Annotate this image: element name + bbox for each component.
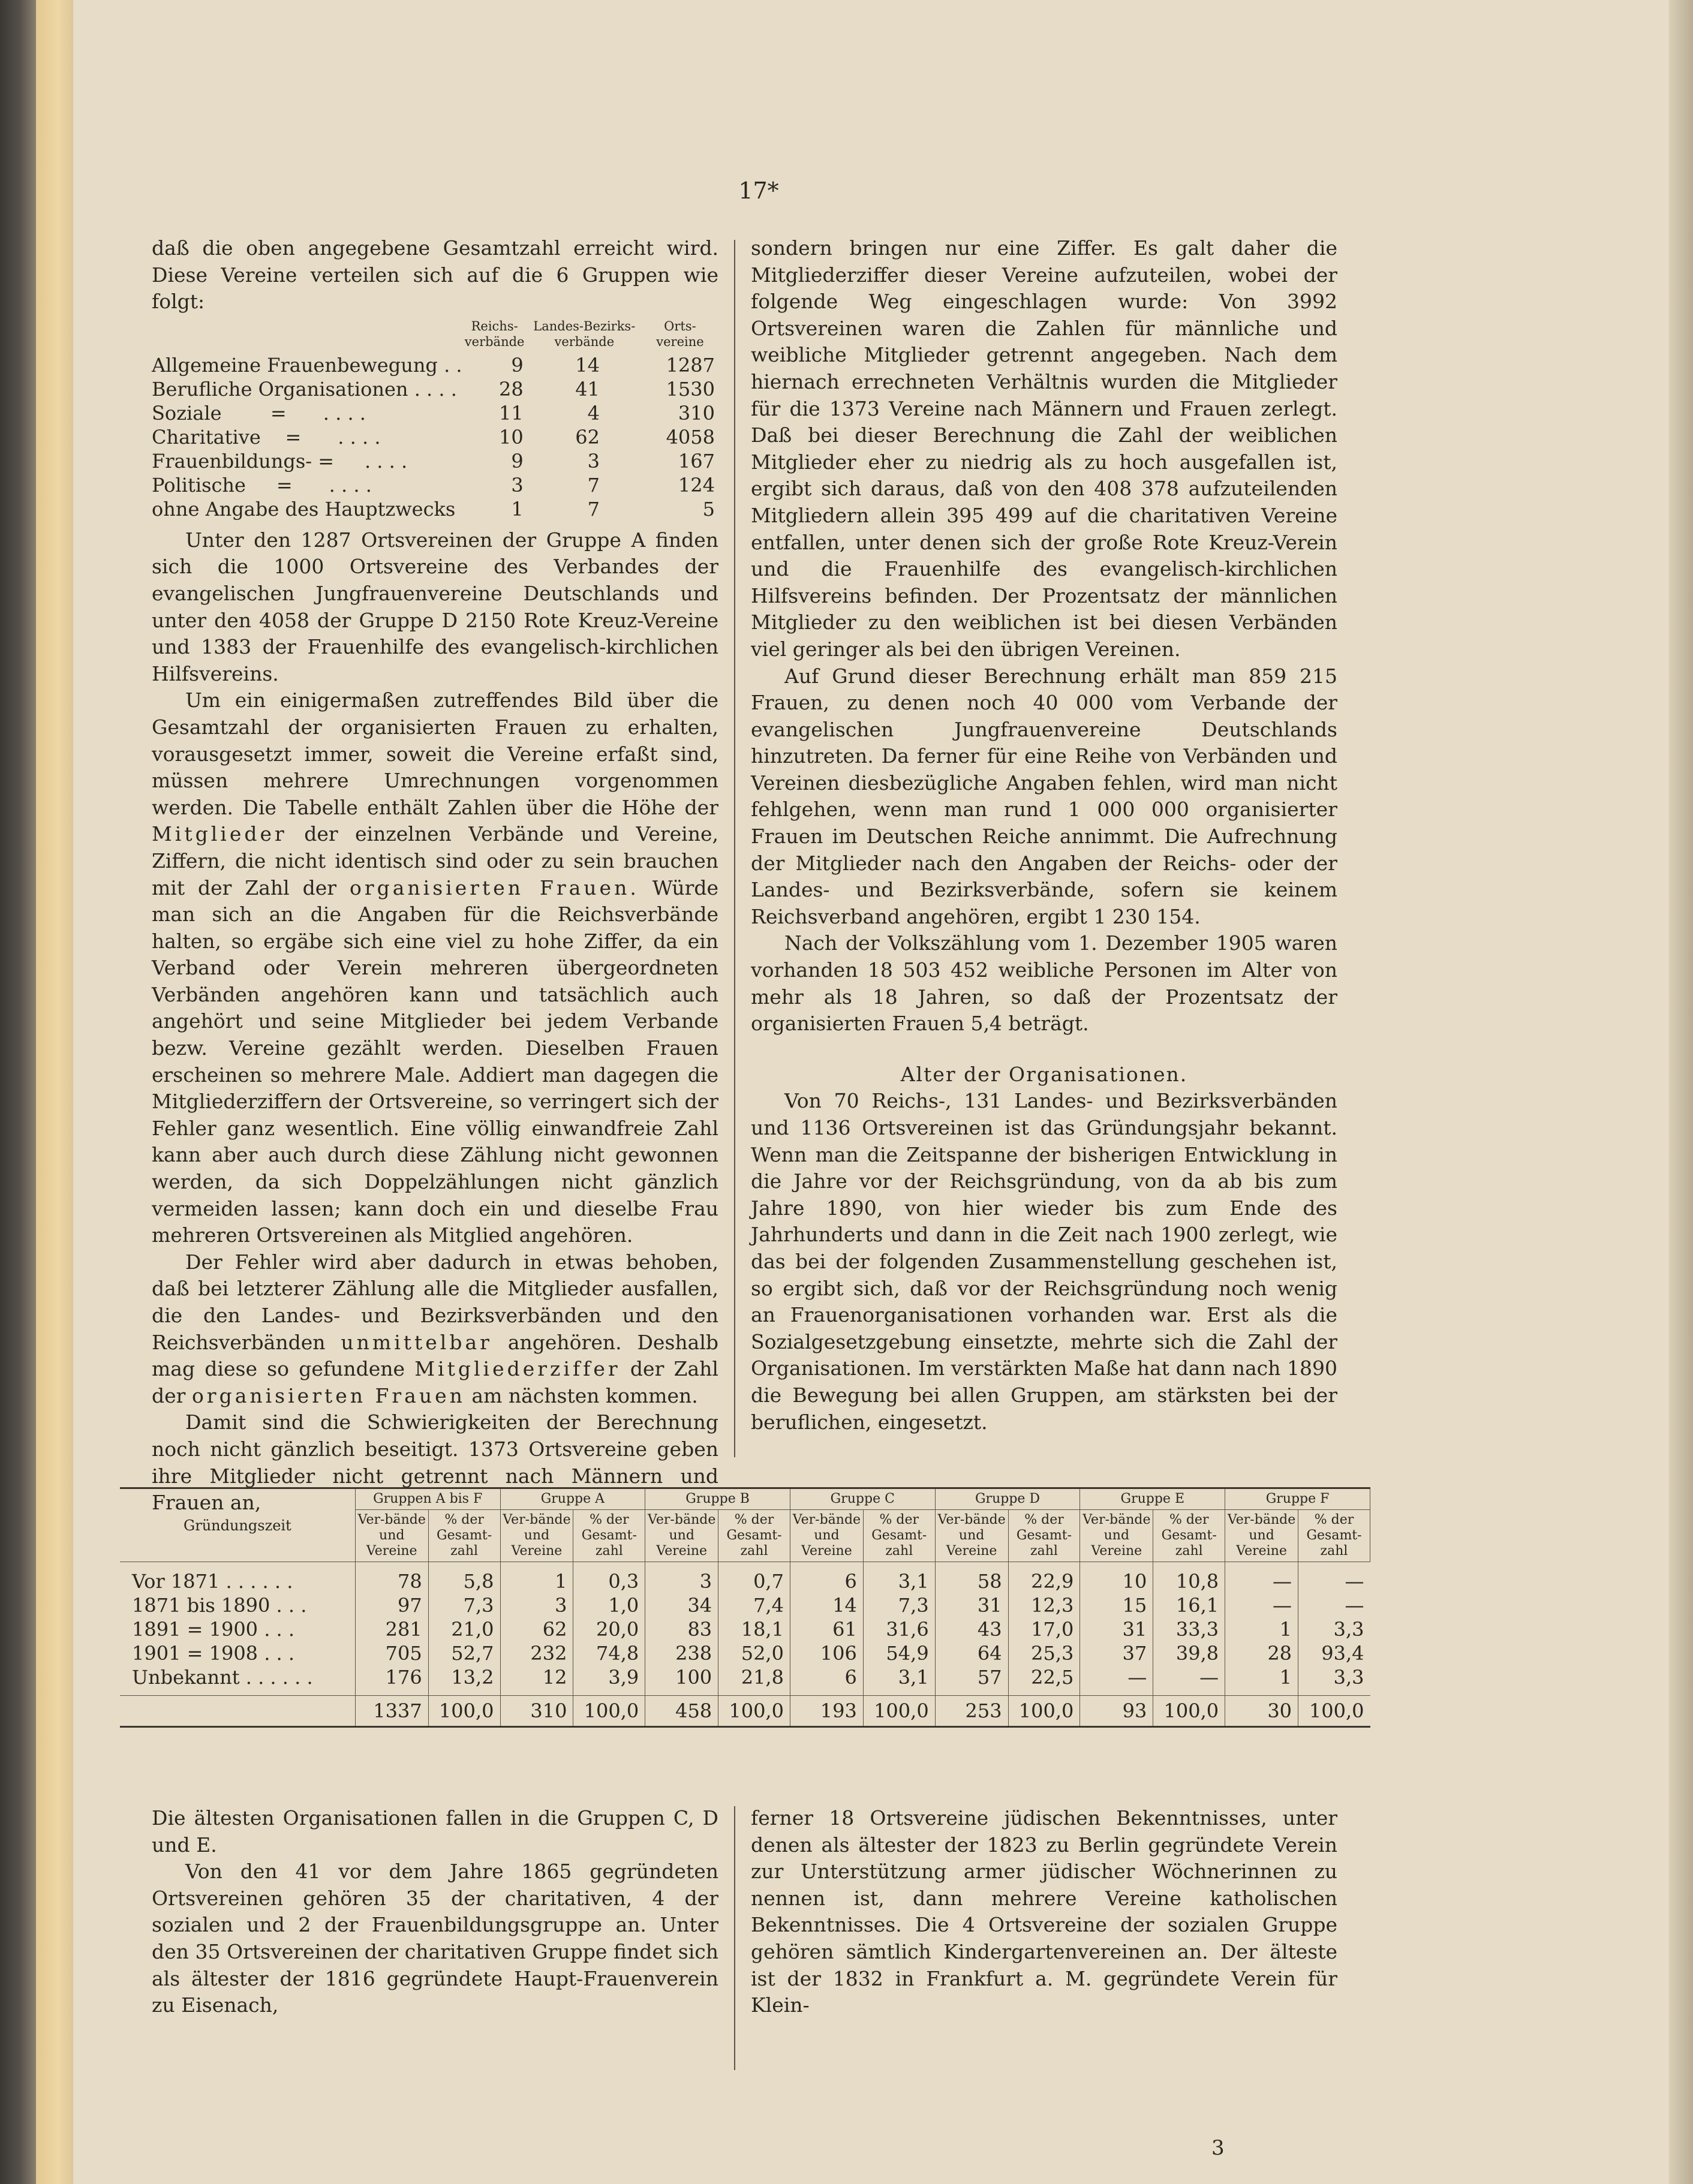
table-cell: 13,2 bbox=[428, 1665, 500, 1696]
total-cell: 100,0 bbox=[428, 1696, 500, 1727]
paragraph-bild-gesamtzahl: Um ein einigermaßen zutreffendes Bild über die Gesamtzahl der organisierten Frauen zu erhalten, vorausgesetzt immer, soweit die Vereine erfaßt sind, müssen mehrere Umrechnungen vorgenommen werden. Die Tabelle enthält Zahlen über die Höhe der Mitglieder der einzelnen Verbände und Vereine, Ziffern, die nicht identisch sind oder zu sein brauchen mit der Zahl der organisierten Frauen. Würde man sich an die Angaben für die Reichsverbände halten, so ergäbe sich eine viel zu hohe Ziffer, da ein Verband oder Verein mehreren übergeordneten Verbänden angehören kann und tatsächlich auch angehört und seine Mitglieder bei jedem Verbande bezw. Vereine gezählt werden. Dieselben Frauen erscheinen so mehrere Male. Addiert man dagegen die Mitgliederziffern der Ortsvereine, so verringert sich der Fehler ganz wesentlich. Eine völlig einwandfreie Zahl kann aber auch durch diese Zählung nicht gewonnen werden, da sich Doppelzählungen nicht gänzlich vermeiden lassen; kann doch ein und dieselbe Frau mehreren Ortsvereinen als Mitglied angehören. bbox=[152, 688, 718, 1247]
table-cell: 61 bbox=[790, 1617, 863, 1641]
row-label: Unbekannt . . . . . . bbox=[132, 1666, 313, 1689]
table-cell: 54,9 bbox=[863, 1641, 935, 1665]
table-cell: 33,3 bbox=[1153, 1617, 1225, 1641]
subheader-percent: % der Gesamt-zahl bbox=[863, 1510, 935, 1562]
header-group: Gruppe A bbox=[500, 1488, 645, 1510]
subheader-vereine: Ver-bände und Vereine bbox=[935, 1510, 1008, 1562]
table-cell: 3,1 bbox=[863, 1665, 935, 1696]
paragraph-mitgliederziffer: sondern bringen nur eine Ziffer. Es galt daher die Mitgliederziffer dieser Vereine aufzuteilen, wobei der folgende Weg eingeschlagen wurde: Von 3992 Ortsvereinen waren die Zahlen für männliche und weibliche Mitglieder getrennt angegeben. Nach dem hiernach errechneten Verhältnis wurden die Mitglieder für die 1373 Vereine nach Männern und Frauen zerlegt. Daß bei dieser Berechnung die Zahl der weiblichen Mitglieder eher zu niedrig als zu hoch ausgefallen ist, ergibt sich daraus, daß von den 408 378 aufzuteilenden Mitgliedern allein 395 499 auf die charitativen Vereine entfallen, unter denen sich der große Rote Kreuz-Verein und die Frauenhilfe des evangelisch-kirchlichen Hilfsvereins befinden. Der Prozentsatz der männlichen Mitglieder zu den weiblichen ist bei diesen Verbänden viel geringer als bei den übrigen Vereinen. bbox=[751, 236, 1337, 661]
paragraph-ortsvereine-gruppe-a: Unter den 1287 Ortsvereinen der Gruppe A finden sich die 1000 Ortsvereine des Verbandes der evangelischen Jungfrauenvereine Deutschlands und unter den 4058 der Gruppe D 2150 Rote Kreuz-Vereine und 1383 der Frauenhilfe des evangelisch-kirchlichen Hilfsvereins. bbox=[152, 528, 718, 685]
row-label: 1891 = 1900 . . . bbox=[132, 1618, 295, 1641]
row-label: 1871 bis 1890 . . . bbox=[132, 1594, 307, 1617]
paragraph-volkszaehlung: Nach der Volkszählung vom 1. Dezember 1905 waren vorhanden 18 503 452 weibliche Personen im Alter von mehr als 18 Jahren, so daß der Prozentsatz der organisierten Frauen 5,4 beträgt. bbox=[751, 931, 1337, 1036]
total-cell: 100,0 bbox=[1298, 1696, 1370, 1727]
paragraph-juedische-vereine: ferner 18 Ortsvereine jüdischen Bekenntnisses, unter denen als ältester der 1823 zu Berlin gegründete Verein zur Unterstützung armer jüdischer Wöchnerinnen zu nennen ist, dann mehrere Vereine katholischen Bekenntnisses. Die 4 Ortsvereine der sozialen Gruppe gehören sämtlich Kindergartenvereinen an. Der älteste ist der 1832 in Frankfurt a. M. gegründete Verein für Klein- bbox=[751, 1806, 1337, 2017]
page-edge-strip bbox=[36, 0, 73, 2184]
table-cell: 64 bbox=[935, 1641, 1008, 1665]
table-row: Allgemeine Frauenbewegung . . 9 14 1287 bbox=[152, 353, 715, 377]
table-cell: 17,0 bbox=[1008, 1617, 1080, 1641]
table-cell: 28 bbox=[1225, 1641, 1298, 1665]
header-landesverbaende: Landes-Bezirks-verbände bbox=[533, 318, 636, 349]
subheader-vereine: Ver-bände und Vereine bbox=[1080, 1510, 1153, 1562]
paragraph-berechnung: Auf Grund dieser Berechnung erhält man 859 215 Frauen, zu denen noch 40 000 vom Verbande der evangelischen Jungfrauenvereine Deutschlands hinzutreten. Da ferner für eine Reihe von Verbänden und Vereinen diesbezügliche Angaben fehlen, wird man nicht fehlgehen, wenn man rund 1 000 000 organisierter Frauen im Deutschen Reiche annimmt. Die Aufrechnung der Mitglieder nach den Angaben der Reichs- oder der Landes- und Bezirksverbände, sofern sie keinem Reichsverband angehören, ergibt 1 230 154. bbox=[751, 664, 1337, 928]
table-cell: 52,0 bbox=[718, 1641, 790, 1665]
table-cell: 14 bbox=[790, 1593, 863, 1617]
table-cell: 31 bbox=[935, 1593, 1008, 1617]
table-cell: 21,8 bbox=[718, 1665, 790, 1696]
table-cell: 34 bbox=[645, 1593, 718, 1617]
table-row: Charitative = . . . . 10 62 4058 bbox=[152, 425, 715, 449]
paragraph-aelteste: Die ältesten Organisationen fallen in die Gruppen C, D und E. bbox=[152, 1806, 718, 1857]
header-group: Gruppe B bbox=[645, 1488, 790, 1510]
table-cell: 7,3 bbox=[428, 1593, 500, 1617]
column-left-lower bbox=[152, 1805, 718, 2019]
subheader-percent: % der Gesamt-zahl bbox=[718, 1510, 790, 1562]
subheader-vereine: Ver-bände und Vereine bbox=[500, 1510, 573, 1562]
header-group: Gruppe D bbox=[935, 1488, 1080, 1510]
table-cell: 52,7 bbox=[428, 1641, 500, 1665]
table-cell: 22,5 bbox=[1008, 1665, 1080, 1696]
table-cell: 12 bbox=[500, 1665, 573, 1696]
table-row: Frauenbildungs- = . . . . 9 3 167 bbox=[152, 449, 715, 473]
table-cell: 43 bbox=[935, 1617, 1008, 1641]
table-row: Berufliche Organisationen . . . . 28 41 1530 bbox=[152, 377, 715, 401]
folio-number: 3 bbox=[1211, 2136, 1225, 2160]
table-cell: 20,0 bbox=[573, 1617, 645, 1641]
table-cell: 0,7 bbox=[718, 1562, 790, 1594]
table-cell: 705 bbox=[355, 1641, 428, 1665]
table-cell: — bbox=[1298, 1562, 1370, 1594]
column-right-upper bbox=[751, 235, 1337, 1436]
table-cell: 10 bbox=[1080, 1562, 1153, 1594]
table-cell: 25,3 bbox=[1008, 1641, 1080, 1665]
total-cell: 100,0 bbox=[1153, 1696, 1225, 1727]
table-cell: 74,8 bbox=[573, 1641, 645, 1665]
founding-table-body bbox=[120, 1562, 1370, 1727]
section-heading: Alter der Organisationen. bbox=[900, 1062, 1188, 1086]
table-row bbox=[120, 1641, 1370, 1665]
subheader-percent: % der Gesamt-zahl bbox=[1008, 1510, 1080, 1562]
table-cell: 31 bbox=[1080, 1617, 1153, 1641]
total-cell: 93 bbox=[1080, 1696, 1153, 1727]
book-binding bbox=[0, 0, 36, 2184]
subheader-percent: % der Gesamt-zahl bbox=[1298, 1510, 1370, 1562]
table-cell: 22,9 bbox=[1008, 1562, 1080, 1594]
table-cell: 37 bbox=[1080, 1641, 1153, 1665]
table-cell: 57 bbox=[935, 1665, 1008, 1696]
column-rule-upper bbox=[734, 240, 735, 1457]
subheader-vereine: Ver-bände und Vereine bbox=[790, 1510, 863, 1562]
column-left-upper bbox=[152, 235, 718, 1517]
table-row bbox=[120, 1593, 1370, 1617]
header-group: Gruppe C bbox=[790, 1488, 935, 1510]
subheader-vereine: Ver-bände und Vereine bbox=[1225, 1510, 1298, 1562]
subheader-vereine: Ver-bände und Vereine bbox=[355, 1510, 428, 1562]
table-cell: 106 bbox=[790, 1641, 863, 1665]
paragraph-fehler: Der Fehler wird aber dadurch in etwas behoben, daß bei letzterer Zählung alle die Mitglieder ausfallen, die den Landes- und Bezirksverbänden und den Reichsverbänden unmittelbar angehören. Deshalb mag diese so gefundene Mitgliederziffer der Zahl der organisierten Frauen am nächsten kommen. bbox=[152, 1250, 718, 1407]
table-cell: 0,3 bbox=[573, 1562, 645, 1594]
table-cell: — bbox=[1298, 1593, 1370, 1617]
header-reichsverbaende: Reichs-verbände bbox=[464, 318, 525, 349]
table-cell: 15 bbox=[1080, 1593, 1153, 1617]
table-group-header bbox=[120, 1488, 1370, 1510]
table-cell: 97 bbox=[355, 1593, 428, 1617]
table-cell: 83 bbox=[645, 1617, 718, 1641]
table-cell: 5,8 bbox=[428, 1562, 500, 1594]
total-label-cell bbox=[120, 1696, 355, 1727]
table-cell: 31,6 bbox=[863, 1617, 935, 1641]
header-group: Gruppe E bbox=[1080, 1488, 1225, 1510]
column-right-lower bbox=[751, 1805, 1337, 2019]
subheader-percent: % der Gesamt-zahl bbox=[1153, 1510, 1225, 1562]
table-cell: 1,0 bbox=[573, 1593, 645, 1617]
table-row bbox=[120, 1617, 1370, 1641]
table-cell: 58 bbox=[935, 1562, 1008, 1594]
column-rule-lower bbox=[734, 1806, 735, 2070]
table-cell: — bbox=[1225, 1562, 1298, 1594]
table-row bbox=[120, 1562, 1370, 1594]
subheader-percent: % der Gesamt-zahl bbox=[573, 1510, 645, 1562]
table-cell: 1 bbox=[500, 1562, 573, 1594]
table-cell: — bbox=[1225, 1593, 1298, 1617]
table-cell: 232 bbox=[500, 1641, 573, 1665]
paragraph-schwierigkeiten: Damit sind die Schwierigkeiten der Berechnung noch nicht gänzlich beseitigt. 1373 Ortsvereine geben ihre Mitglieder nicht getrennt nach Männern und Frauen an, bbox=[152, 1410, 718, 1515]
page-number: 17* bbox=[738, 178, 779, 204]
header-ortsvereine: Orts-vereine bbox=[656, 318, 704, 349]
table-cell: 3 bbox=[500, 1593, 573, 1617]
total-cell: 100,0 bbox=[1008, 1696, 1080, 1727]
table-cell: 7,3 bbox=[863, 1593, 935, 1617]
total-cell: 193 bbox=[790, 1696, 863, 1727]
table-cell: 16,1 bbox=[1153, 1593, 1225, 1617]
table-cell: 6 bbox=[790, 1562, 863, 1594]
table-cell: 78 bbox=[355, 1562, 428, 1594]
table-cell: 7,4 bbox=[718, 1593, 790, 1617]
total-cell: 458 bbox=[645, 1696, 718, 1727]
table-cell: 3 bbox=[645, 1562, 718, 1594]
paragraph-gruendungsjahr: Von 70 Reichs-, 131 Landes- und Bezirksverbänden und 1136 Ortsvereinen ist das Gründungsjahr bekannt. Wenn man die Zeitspanne der bisherigen Entwicklung in die Jahre vor der Reichsgründung, von da ab bis zum Jahre 1890, von hier wieder bis zum Ende des Jahrhunderts und dann in die Zeit nach 1900 zerlegt, wie das bei der folgenden Zusammenstellung geschehen ist, so ergibt sich, daß vor der Reichsgründung noch wenig an Frauenorganisationen vorhanden war. Erst als die Sozialgesetzgebung einsetzte, mehrte sich die Zahl der Organisationen. Im verstärkten Maße hat dann nach 1890 die Bewegung bei allen Gruppen, am stärksten bei der beruflichen, eingesetzt. bbox=[751, 1089, 1337, 1434]
table-cell: 100 bbox=[645, 1665, 718, 1696]
subheader-vereine: Ver-bände und Vereine bbox=[645, 1510, 718, 1562]
header-group: Gruppe F bbox=[1225, 1488, 1370, 1510]
header-group: Gruppen A bis F bbox=[355, 1488, 500, 1510]
table-cell: 3,9 bbox=[573, 1665, 645, 1696]
right-page-edge bbox=[1669, 0, 1693, 2184]
total-row bbox=[120, 1696, 1370, 1727]
paragraph-vor-1865: Von den 41 vor dem Jahre 1865 gegründeten Ortsvereinen gehören 35 der charitativen, 4 der sozialen und 2 der Frauenbildungsgruppe an. Unter den 35 Ortsvereinen der charitativen Gruppe findet sich als ältester der 1816 gegründete Haupt-Frauenverein zu Eisenach, bbox=[152, 1860, 718, 2017]
total-cell: 30 bbox=[1225, 1696, 1298, 1727]
group-distribution-table bbox=[152, 318, 718, 521]
row-label: 1901 = 1908 . . . bbox=[132, 1642, 295, 1665]
table-cell: 1 bbox=[1225, 1665, 1298, 1696]
founding-period-table bbox=[120, 1487, 1370, 1728]
table-cell: 12,3 bbox=[1008, 1593, 1080, 1617]
intro-paragraph: daß die oben angegebene Gesamtzahl erreicht wird. Diese Vereine verteilen sich auf die 6 Gruppen wie folgt: bbox=[152, 236, 718, 314]
table-cell: 6 bbox=[790, 1665, 863, 1696]
total-cell: 100,0 bbox=[573, 1696, 645, 1727]
table-cell: 62 bbox=[500, 1617, 573, 1641]
table-cell: — bbox=[1080, 1665, 1153, 1696]
row-label: Vor 1871 . . . . . . bbox=[132, 1570, 293, 1593]
table-row bbox=[120, 1665, 1370, 1696]
table-cell: 176 bbox=[355, 1665, 428, 1696]
table-cell: 93,4 bbox=[1298, 1641, 1370, 1665]
table-cell: 1 bbox=[1225, 1617, 1298, 1641]
total-cell: 253 bbox=[935, 1696, 1008, 1727]
table-cell: 10,8 bbox=[1153, 1562, 1225, 1594]
table-cell: 21,0 bbox=[428, 1617, 500, 1641]
header-gruendungszeit: Gründungszeit bbox=[120, 1488, 355, 1562]
table-cell: 18,1 bbox=[718, 1617, 790, 1641]
table-cell: 3,3 bbox=[1298, 1617, 1370, 1641]
table-row: ohne Angabe des Hauptzwecks 1 7 5 bbox=[152, 497, 715, 521]
total-cell: 100,0 bbox=[863, 1696, 935, 1727]
table-row: Soziale = . . . . 11 4 310 bbox=[152, 401, 715, 425]
table-cell: 3,3 bbox=[1298, 1665, 1370, 1696]
subheader-percent: % der Gesamt-zahl bbox=[428, 1510, 500, 1562]
table-cell: 281 bbox=[355, 1617, 428, 1641]
total-cell: 1337 bbox=[355, 1696, 428, 1727]
table-cell: 238 bbox=[645, 1641, 718, 1665]
table-cell: 39,8 bbox=[1153, 1641, 1225, 1665]
table-cell: — bbox=[1153, 1665, 1225, 1696]
total-cell: 100,0 bbox=[718, 1696, 790, 1727]
group-table-header bbox=[152, 318, 718, 353]
table-row: Politische = . . . . 3 7 124 bbox=[152, 473, 715, 497]
total-cell: 310 bbox=[500, 1696, 573, 1727]
table-cell: 3,1 bbox=[863, 1562, 935, 1594]
